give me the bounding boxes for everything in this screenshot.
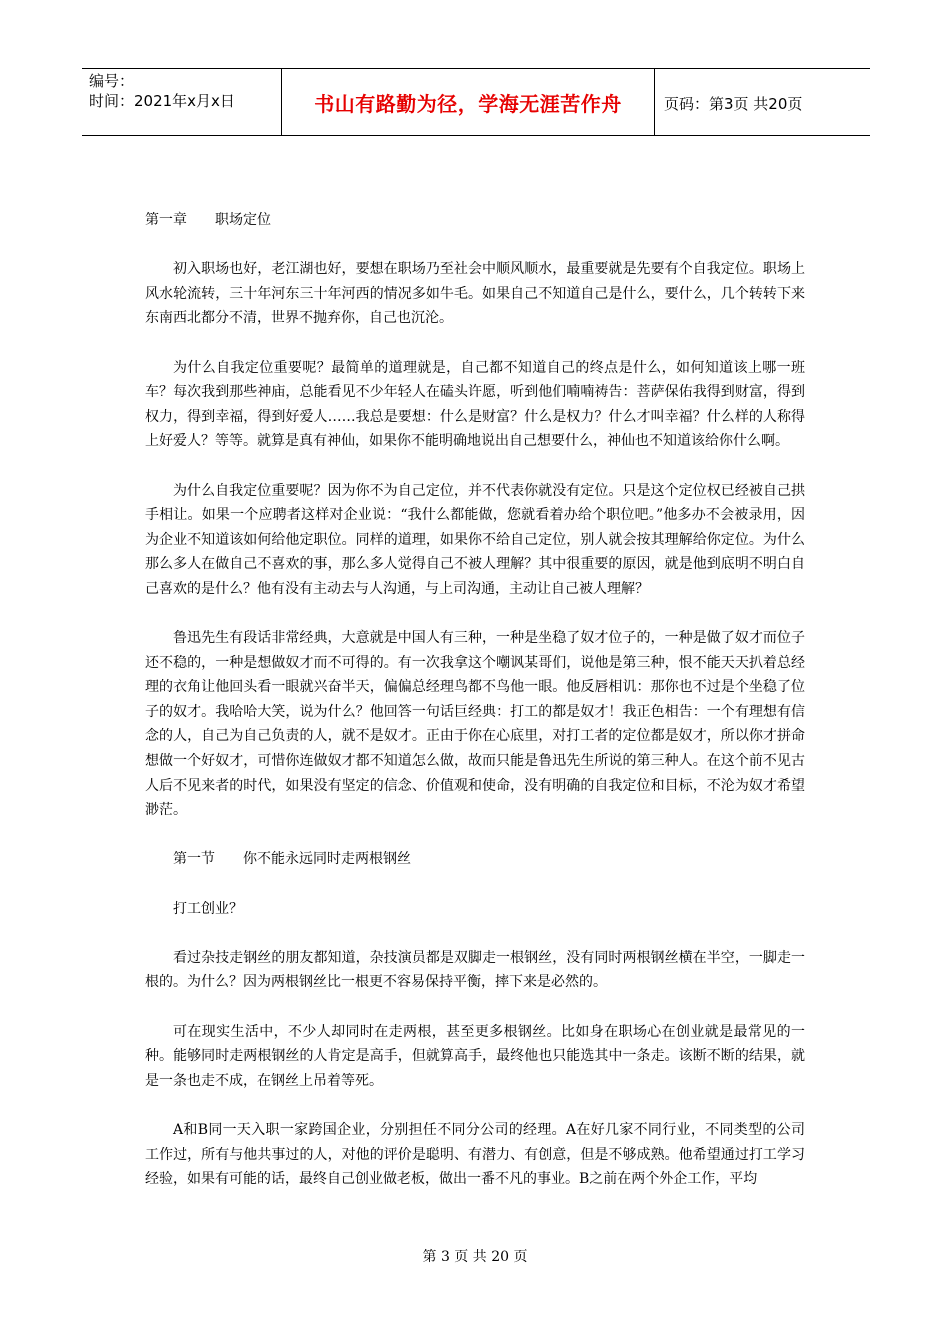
subheading: 打工创业？ xyxy=(173,900,243,917)
paragraph: 为什么自我定位重要呢？因为你不为自己定位，并不代表你就没有定位。只是这个定位权已经被自己拱手相让。如果一个应聘者这样对企业说：“我什么都能做，您就看着办给个职位吧。”他多办不会被录用，因为企业不知道该如何给他定职位。同样的道理，如果你不给自己定位，别人就会按其理解给你定位。为什么那么多人在做自己不喜欢的事，那么多人觉得自己不被人理解？其中很重要的原因，就是他到底明不明白自己喜欢的是什么？他有没有主动去与人沟通，与上司沟通，主动让自己被人理解？ xyxy=(145,482,805,597)
section-label: 第一节 xyxy=(173,851,215,868)
header-top-rule xyxy=(82,68,870,69)
paragraph: 看过杂技走钢丝的朋友都知道，杂技演员都是双脚走一根钢丝，没有同时两根钢丝横在半空，一脚走一根的。为什么？因为两根钢丝比一根更不容易保持平衡，摔下来是必然的。 xyxy=(145,949,805,991)
paragraph: 初入职场也好，老江湖也好，要想在职场乃至社会中顺风顺水，最重要就是先要有个自我定位。职场上风水轮流转，三十年河东三十年河西的情况多如牛毛。如果自己不知道自己是什么，要什么，几个转转下来东南西北都分不清，世界不抛弃你，自己也沉沦。 xyxy=(145,261,805,327)
document-body xyxy=(145,208,805,1216)
chapter-title: 职场定位 xyxy=(215,212,271,228)
paragraph: 为什么自我定位重要呢？最简单的道理就是，自己都不知道自己的终点是什么，如何知道该上哪一班车？每次我到那些神庙，总能看见不少年轻人在磕头许愿，听到他们喃喃祷告：菩萨保佑我得到财富，得到权力，得到幸福，得到好爱人……我总是要想：什么是财富？什么是权力？什么才叫幸福？什么样的人称得上好爱人？等等。就算是真有神仙，如果你不能明确地说出自己想要什么，神仙也不知道该给你什么啊。 xyxy=(145,359,805,450)
chapter-label: 第一章 xyxy=(145,212,187,228)
date-label: 时间：2021年x月x日 xyxy=(89,92,235,110)
paragraph: 可在现实生活中，不少人却同时在走两根，甚至更多根钢丝。比如身在职场心在创业就是最常见的一种。能够同时走两根钢丝的人肯定是高手，但就算高手，最终他也只能选其中一条走。该断不断的结果，就是一条也走不成，在钢丝上吊着等死。 xyxy=(145,1023,805,1089)
header-bottom-rule xyxy=(82,135,870,136)
header-meta xyxy=(89,71,279,111)
section-title: 你不能永远同时走两根钢丝 xyxy=(243,851,411,868)
section-heading xyxy=(145,847,805,872)
page-footer: 第 3 页 共 20 页 xyxy=(422,1249,528,1265)
header-motto: 书山有路勤为径，学海无涯苦作舟 xyxy=(314,92,622,116)
header-page-indicator: 页码：第3页 共20页 xyxy=(664,95,803,113)
header-divider-right xyxy=(654,68,655,135)
paragraph: 鲁迅先生有段话非常经典，大意就是中国人有三种，一种是坐稳了奴才位子的，一种是做了奴才而位子还不稳的，一种是想做奴才而不可得的。有一次我拿这个嘲讽某哥们，说他是第三种，恨不能天天扒着总经理的衣角让他回头看一眼就兴奋半天，偏偏总经理鸟都不鸟他一眼。他反唇相讥：那你也不过是个坐稳了位子的奴才。我哈哈大笑，说为什么？他回答一句话巨经典：打工的都是奴才！我正色相告：一个有理想有信念的人，自己为自己负责的人，就不是奴才。正由于你在心底里，对打工者的定位都是奴才，所以你才拼命想做一个好奴才，可惜你连做奴才都不知道怎么做，故而只能是鲁迅先生所说的第三种人。在这个前不见古人后不见来者的时代，如果没有坚定的信念、价值观和使命，没有明确的自我定位和目标，不沦为奴才希望渺茫。 xyxy=(145,630,805,819)
paragraph: A和B同一天入职一家跨国企业，分别担任不同分公司的经理。A在好几家不同行业，不同类型的公司工作过，所有与他共事过的人，对他的评价是聪明、有潜力、有创意，但是不够成熟。他希望通过打工学习经验，如果有可能的话，最终自己创业做老板，做出一番不凡的事业。B之前在两个外企工作，平均 xyxy=(145,1121,805,1188)
serial-number-label: 编号： xyxy=(89,72,135,90)
chapter-heading xyxy=(145,208,805,233)
